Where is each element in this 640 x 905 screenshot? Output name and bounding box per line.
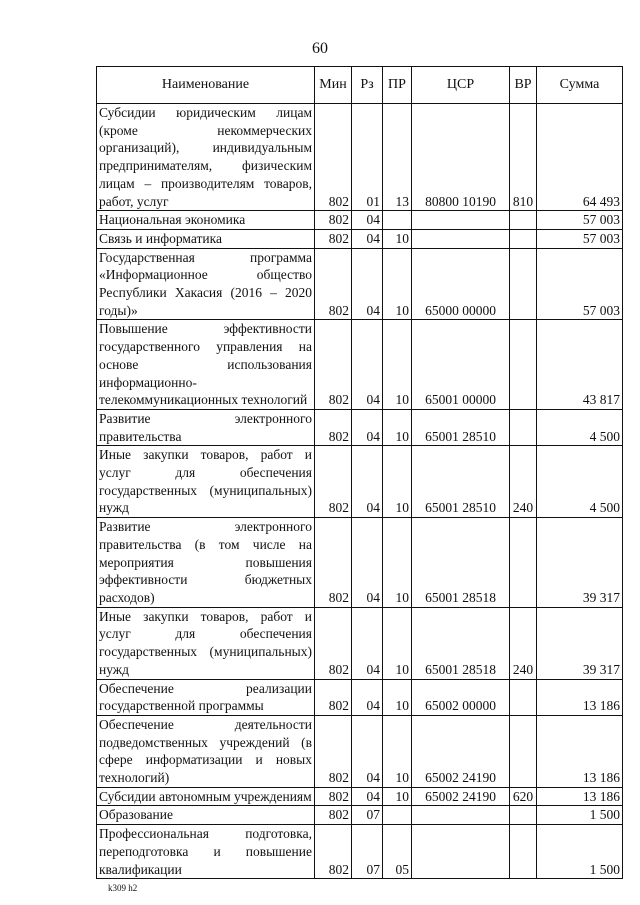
row-vr: [510, 518, 537, 608]
row-sum: 1 500: [537, 825, 623, 879]
header-csr: ЦСР: [412, 67, 510, 104]
row-pr: 10: [383, 607, 412, 679]
table-row: [97, 320, 623, 410]
row-pr: 10: [383, 320, 412, 410]
row-csr: 65002 24190: [412, 787, 510, 806]
row-csr: 65001 00000: [412, 320, 510, 410]
header-pr: ПР: [383, 67, 412, 104]
header-name: Наименование: [97, 67, 315, 104]
row-csr: 65001 28518: [412, 518, 510, 608]
row-name: Повышение эффективности государственного управления на основе использования информационно-телекоммуникационных технологий: [97, 320, 315, 410]
row-rz: 07: [352, 806, 383, 825]
budget-table: [96, 66, 623, 879]
row-pr: 10: [383, 679, 412, 715]
row-min: 802: [315, 679, 352, 715]
row-rz: 04: [352, 248, 383, 320]
table-row: [97, 806, 623, 825]
row-vr: [510, 806, 537, 825]
table-row: [97, 104, 623, 211]
table-row: [97, 607, 623, 679]
row-sum: 57 003: [537, 211, 623, 230]
table-header-row: [97, 67, 623, 104]
row-min: 802: [315, 518, 352, 608]
row-csr: [412, 211, 510, 230]
table-row: [97, 787, 623, 806]
row-csr: 80800 10190: [412, 104, 510, 211]
header-sum: Сумма: [537, 67, 623, 104]
row-csr: [412, 229, 510, 248]
row-sum: 43 817: [537, 320, 623, 410]
row-csr: [412, 825, 510, 879]
row-rz: 04: [352, 409, 383, 445]
row-csr: 65001 28510: [412, 446, 510, 518]
row-pr: 05: [383, 825, 412, 879]
row-rz: 04: [352, 320, 383, 410]
footer-code: k309 h2: [108, 883, 138, 893]
header-vr: ВР: [510, 67, 537, 104]
row-vr: 240: [510, 607, 537, 679]
row-min: 802: [315, 446, 352, 518]
row-min: 802: [315, 104, 352, 211]
table-row: [97, 446, 623, 518]
row-vr: [510, 320, 537, 410]
row-rz: 01: [352, 104, 383, 211]
row-rz: 04: [352, 446, 383, 518]
row-name: Субсидии юридическим лицам (кроме некоммерческих организаций), индивидуальным предпринимателям, физическим лицам – производителям товаров, работ, услуг: [97, 104, 315, 211]
row-name: Образование: [97, 806, 315, 825]
row-name: Иные закупки товаров, работ и услуг для обеспечения государственных (муниципальных) нужд: [97, 607, 315, 679]
row-pr: [383, 211, 412, 230]
row-rz: 07: [352, 825, 383, 879]
header-min: Мин: [315, 67, 352, 104]
row-pr: 10: [383, 446, 412, 518]
row-sum: 39 317: [537, 518, 623, 608]
row-rz: 04: [352, 518, 383, 608]
row-name: Государственная программа «Информационное общество Республики Хакасия (2016 – 2020 годы)»: [97, 248, 315, 320]
row-name: Обеспечение реализации государственной программы: [97, 679, 315, 715]
row-name: Связь и информатика: [97, 229, 315, 248]
row-sum: 1 500: [537, 806, 623, 825]
row-pr: [383, 806, 412, 825]
row-min: 802: [315, 607, 352, 679]
row-name: Национальная экономика: [97, 211, 315, 230]
row-name: Обеспечение деятельности подведомственных учреждений (в сфере информатизации и новых технологий): [97, 715, 315, 787]
row-min: 802: [315, 211, 352, 230]
table-row: [97, 715, 623, 787]
row-vr: [510, 248, 537, 320]
row-name: Развитие электронного правительства (в том числе на мероприятия повышения эффективности бюджетных расходов): [97, 518, 315, 608]
row-vr: 810: [510, 104, 537, 211]
row-sum: 13 186: [537, 679, 623, 715]
row-rz: 04: [352, 211, 383, 230]
row-pr: 10: [383, 248, 412, 320]
row-pr: 10: [383, 518, 412, 608]
row-name: Профессиональная подготовка, переподготовка и повышение квалификации: [97, 825, 315, 879]
row-vr: [510, 229, 537, 248]
row-pr: 10: [383, 715, 412, 787]
row-csr: 65002 00000: [412, 679, 510, 715]
row-pr: 10: [383, 409, 412, 445]
row-min: 802: [315, 787, 352, 806]
row-vr: [510, 211, 537, 230]
row-csr: 65002 24190: [412, 715, 510, 787]
row-csr: 65000 00000: [412, 248, 510, 320]
row-csr: 65001 28518: [412, 607, 510, 679]
row-min: 802: [315, 320, 352, 410]
row-rz: 04: [352, 607, 383, 679]
row-min: 802: [315, 229, 352, 248]
row-rz: 04: [352, 787, 383, 806]
row-vr: [510, 409, 537, 445]
row-min: 802: [315, 248, 352, 320]
table-row: [97, 518, 623, 608]
row-sum: 13 186: [537, 715, 623, 787]
table-row: [97, 229, 623, 248]
row-rz: 04: [352, 229, 383, 248]
row-min: 802: [315, 825, 352, 879]
table-row: [97, 679, 623, 715]
table-row: [97, 825, 623, 879]
row-sum: 57 003: [537, 229, 623, 248]
row-name: Развитие электронного правительства: [97, 409, 315, 445]
row-name: Субсидии автономным учреждениям: [97, 787, 315, 806]
table-row: [97, 248, 623, 320]
row-sum: 64 493: [537, 104, 623, 211]
table-row: [97, 211, 623, 230]
row-sum: 4 500: [537, 409, 623, 445]
row-vr: [510, 679, 537, 715]
row-pr: 10: [383, 229, 412, 248]
row-csr: 65001 28510: [412, 409, 510, 445]
row-rz: 04: [352, 715, 383, 787]
row-sum: 57 003: [537, 248, 623, 320]
row-pr: 13: [383, 104, 412, 211]
table-row: [97, 409, 623, 445]
row-csr: [412, 806, 510, 825]
row-name: Иные закупки товаров, работ и услуг для обеспечения государственных (муниципальных) нужд: [97, 446, 315, 518]
row-min: 802: [315, 409, 352, 445]
row-sum: 39 317: [537, 607, 623, 679]
row-vr: 240: [510, 446, 537, 518]
page-number: 60: [312, 40, 328, 57]
header-rz: Рз: [352, 67, 383, 104]
row-sum: 13 186: [537, 787, 623, 806]
row-rz: 04: [352, 679, 383, 715]
row-sum: 4 500: [537, 446, 623, 518]
row-vr: [510, 825, 537, 879]
row-vr: 620: [510, 787, 537, 806]
row-min: 802: [315, 806, 352, 825]
row-min: 802: [315, 715, 352, 787]
row-vr: [510, 715, 537, 787]
row-pr: 10: [383, 787, 412, 806]
